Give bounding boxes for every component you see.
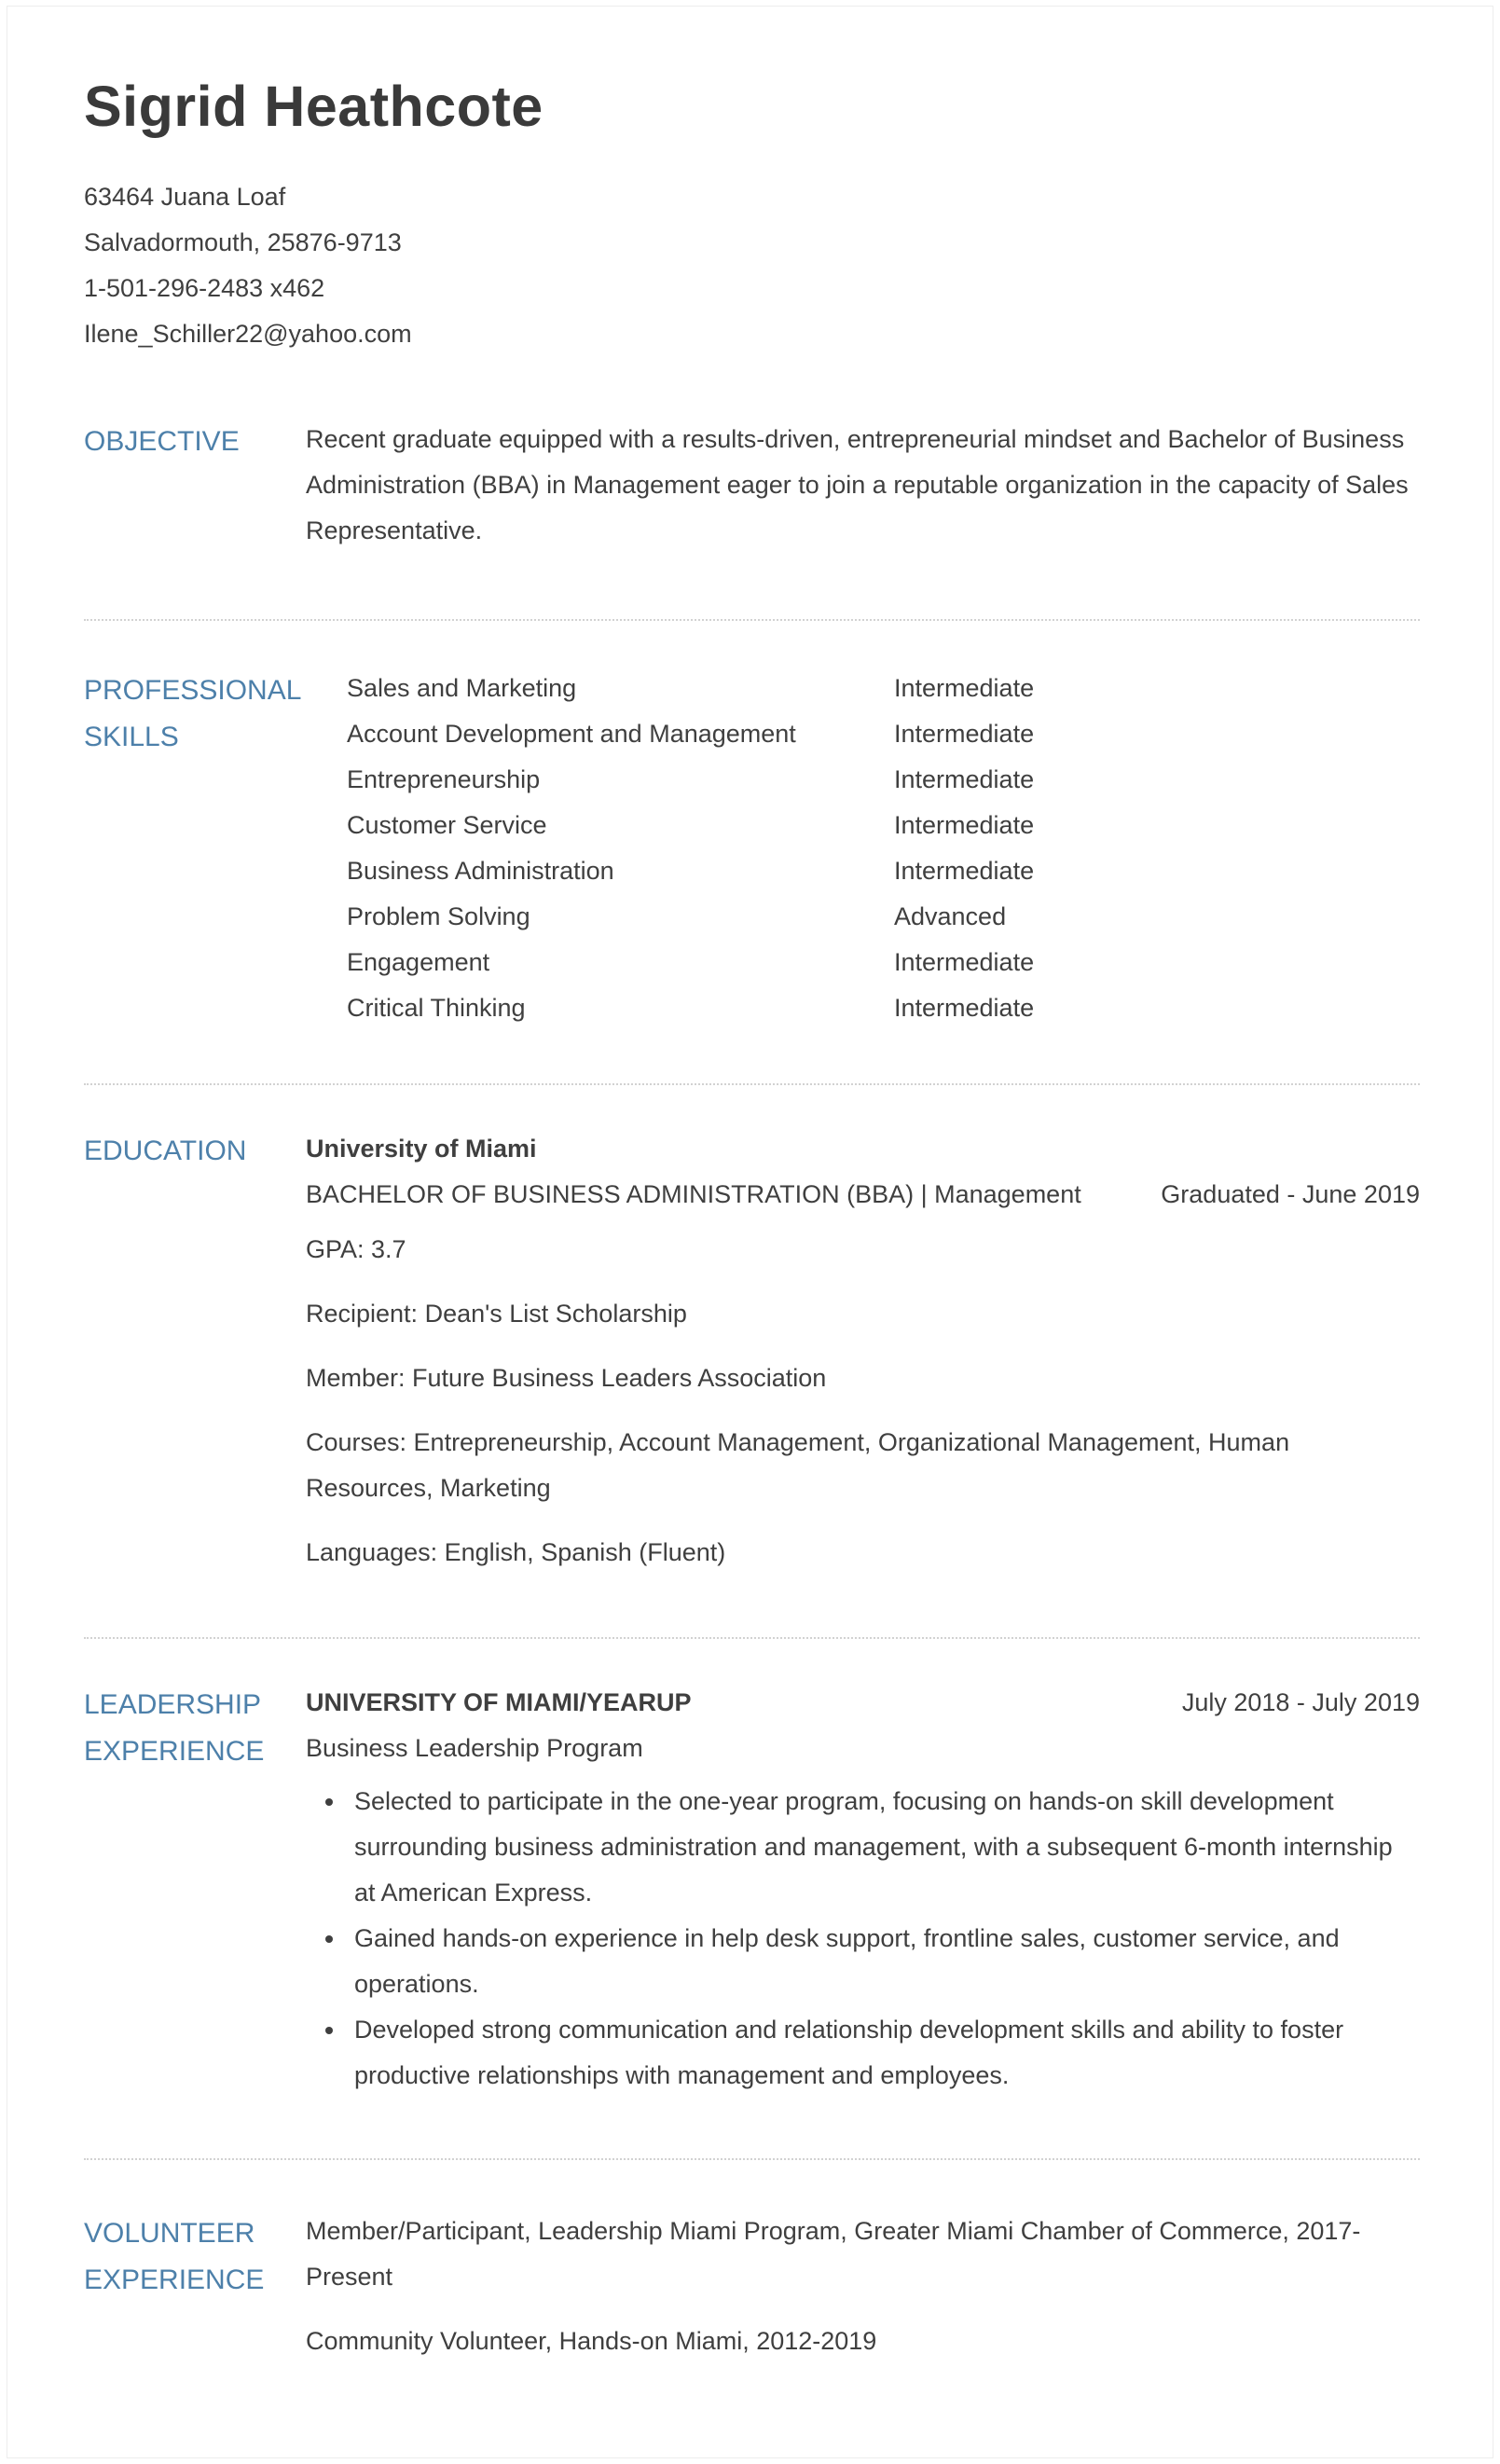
organization-name: UNIVERSITY OF MIAMI/YEARUP bbox=[306, 1688, 692, 1716]
skill-level: Intermediate bbox=[894, 765, 1035, 793]
skill-name: Critical Thinking bbox=[347, 994, 526, 1022]
skill-row bbox=[347, 848, 1420, 894]
skills-label-line1: PROFESSIONAL bbox=[84, 675, 302, 706]
skill-name: Business Administration bbox=[347, 857, 614, 885]
skills-list bbox=[347, 666, 1420, 1031]
education-gpa: GPA: 3.7 bbox=[306, 1235, 406, 1263]
leadership-bullet-list bbox=[306, 1779, 1420, 2099]
skill-row bbox=[347, 894, 1420, 940]
leadership-label-line2: EXPERIENCE bbox=[84, 1736, 265, 1767]
objective-text: Recent graduate equipped with a results-driven, entrepreneurial mindset and Bachelor of Business Administration (BBA) in Management eager to join a reputable organization in the capacity of Sales Representative. bbox=[306, 425, 1409, 544]
education-label: EDUCATION bbox=[84, 1136, 247, 1166]
leadership-bullet: • Gained hands-on experience in help desk support, frontline sales, customer service, and operations. bbox=[347, 1916, 1420, 2007]
skill-level: Intermediate bbox=[894, 720, 1035, 748]
skill-level: Intermediate bbox=[894, 994, 1035, 1022]
education-courses: Courses: Entrepreneurship, Account Management, Organizational Management, Human Resources, Marketing bbox=[306, 1428, 1290, 1502]
leadership-label-line1: LEADERSHIP bbox=[84, 1689, 262, 1720]
degree-title: BACHELOR OF BUSINESS ADMINISTRATION (BBA) | Management bbox=[306, 1180, 1081, 1208]
skill-level: Intermediate bbox=[894, 674, 1035, 702]
volunteer-content bbox=[306, 2209, 1420, 2364]
address-line-1: 63464 Juana Loaf bbox=[84, 183, 286, 211]
skill-row bbox=[347, 803, 1420, 848]
volunteer-item: Community Volunteer, Hands-on Miami, 2012-2019 bbox=[306, 2327, 877, 2355]
education-languages: Languages: English, Spanish (Fluent) bbox=[306, 1538, 726, 1566]
skills-content bbox=[306, 666, 1420, 1031]
skill-name: Customer Service bbox=[347, 811, 547, 839]
skill-name: Engagement bbox=[347, 948, 490, 976]
degree-row bbox=[306, 1172, 1420, 1218]
skills-label-line2: SKILLS bbox=[84, 722, 179, 752]
leadership-section bbox=[84, 1639, 1420, 2158]
education-content bbox=[306, 1126, 1420, 1576]
resume-header bbox=[84, 74, 1420, 357]
skill-level: Intermediate bbox=[894, 857, 1035, 885]
leadership-content bbox=[306, 1680, 1420, 2099]
skill-row bbox=[347, 757, 1420, 803]
objective-section bbox=[84, 357, 1420, 619]
volunteer-item: Member/Participant, Leadership Miami Program, Greater Miami Chamber of Commerce, 2017-Present bbox=[306, 2217, 1361, 2291]
skill-level: Intermediate bbox=[894, 811, 1035, 839]
skills-label bbox=[84, 666, 306, 761]
skill-level: Intermediate bbox=[894, 948, 1035, 976]
candidate-name: Sigrid Heathcote bbox=[84, 75, 544, 138]
program-name: Business Leadership Program bbox=[306, 1734, 643, 1762]
resume-page bbox=[7, 6, 1493, 2458]
email-address: Ilene_Schiller22@yahoo.com bbox=[84, 320, 412, 348]
education-membership: Member: Future Business Leaders Association bbox=[306, 1364, 827, 1392]
skill-name: Problem Solving bbox=[347, 902, 530, 930]
skill-row bbox=[347, 940, 1420, 985]
leadership-bullet: • Selected to participate in the one-year program, focusing on hands-on skill development surrounding business administration and management, with a subsequent 6-month internship at American Express. bbox=[347, 1779, 1420, 1916]
phone-number: 1-501-296-2483 x462 bbox=[84, 274, 325, 302]
leadership-header bbox=[306, 1680, 1420, 1726]
skill-name: Account Development and Management bbox=[347, 720, 796, 748]
volunteer-label-line2: EXPERIENCE bbox=[84, 2264, 265, 2295]
leadership-label bbox=[84, 1680, 306, 1775]
skill-row bbox=[347, 666, 1420, 711]
leadership-bullet: • Developed strong communication and relationship development skills and ability to foster productive relationships with management and employees. bbox=[347, 2007, 1420, 2099]
graduation-date: Graduated - June 2019 bbox=[1161, 1180, 1420, 1208]
volunteer-section bbox=[84, 2160, 1420, 2402]
volunteer-label bbox=[84, 2209, 306, 2304]
education-award: Recipient: Dean's List Scholarship bbox=[306, 1300, 687, 1328]
objective-content bbox=[306, 417, 1420, 554]
skill-level: Advanced bbox=[894, 902, 1007, 930]
skill-row bbox=[347, 985, 1420, 1031]
skill-row bbox=[347, 711, 1420, 757]
skills-section bbox=[84, 621, 1420, 1083]
skill-name: Sales and Marketing bbox=[347, 674, 577, 702]
skill-name: Entrepreneurship bbox=[347, 765, 541, 793]
objective-label: OBJECTIVE bbox=[84, 426, 240, 457]
school-name: University of Miami bbox=[306, 1135, 537, 1163]
education-section bbox=[84, 1085, 1420, 1637]
contact-block bbox=[84, 174, 1420, 357]
volunteer-label-line1: VOLUNTEER bbox=[84, 2218, 255, 2249]
experience-dates: July 2018 - July 2019 bbox=[1181, 1688, 1420, 1716]
address-line-2: Salvadormouth, 25876-9713 bbox=[84, 228, 402, 256]
